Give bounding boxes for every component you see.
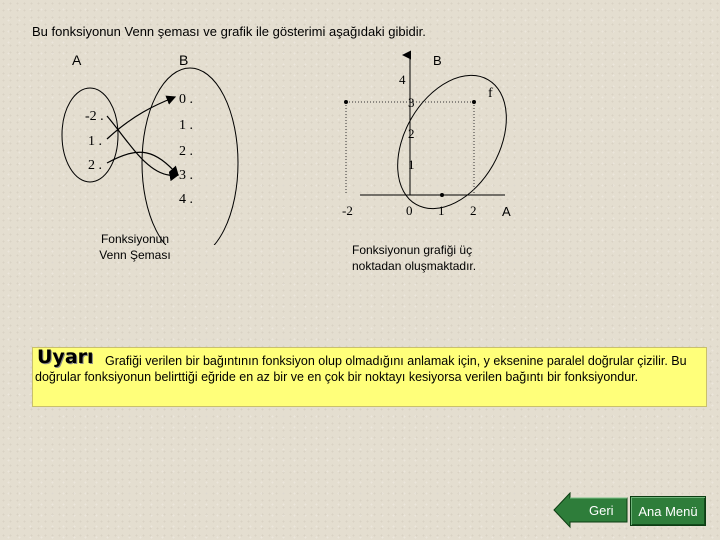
graph-caption-line1: Fonksiyonun grafiği üç <box>352 243 473 257</box>
function-name: f <box>488 86 493 101</box>
x-tick-label: 0 <box>406 203 413 218</box>
back-arrow-icon <box>553 492 628 528</box>
set-a-element: 1 . <box>88 134 102 149</box>
venn-caption <box>80 231 190 263</box>
y-axis-name: B <box>433 53 442 68</box>
set-b-element: 3 . <box>179 168 193 183</box>
home-menu-button[interactable]: Ana Menü <box>630 496 706 526</box>
y-tick-label: 1 <box>408 157 415 172</box>
graph-point <box>440 193 444 197</box>
venn-caption-line2: Venn Şeması <box>99 248 171 262</box>
y-tick-label: 3 <box>408 95 415 110</box>
venn-diagram <box>55 45 255 245</box>
x-axis-name: A <box>502 204 511 219</box>
set-b-element: 1 . <box>179 118 193 133</box>
set-b-element: 2 . <box>179 144 193 159</box>
function-graph <box>330 45 550 225</box>
intro-text: Bu fonksiyonun Venn şeması ve grafik ile gösterimi aşağıdaki gibidir. <box>32 24 426 39</box>
set-a-element: 2 . <box>88 158 102 173</box>
graph-point <box>344 100 348 104</box>
warning-text: Grafiği verilen bir bağıntının fonksiyon olup olmadığını anlamak için, y eksenine paralel doğrular çizilir. Bu doğrular fonksiyonun belirttiği eğride en az bir ve en çok bir noktayı kesiyorsa verilen bağıntı bir fonksiyondur. <box>35 354 687 384</box>
x-tick-label: -2 <box>342 203 353 218</box>
set-b-element: 0 . <box>179 92 193 107</box>
set-a-label: A <box>72 52 82 68</box>
graph-caption <box>352 242 532 274</box>
warning-box <box>32 347 707 407</box>
back-button[interactable] <box>553 492 628 528</box>
graph-caption-line2: noktadan oluşmaktadır. <box>352 259 477 273</box>
set-b-label: B <box>179 52 189 68</box>
y-tick-label: 2 <box>408 126 415 141</box>
x-tick-label: 2 <box>470 203 477 218</box>
mapping-arrow <box>107 97 175 139</box>
set-a-element: -2 . <box>85 109 104 124</box>
venn-caption-line1: Fonksiyonun <box>100 232 170 246</box>
graph-point <box>472 100 476 104</box>
y-tick-label: 4 <box>399 72 406 87</box>
set-b-element: 4 . <box>179 192 193 207</box>
warning-title: Uyarı <box>37 346 94 368</box>
back-button-label: Geri <box>589 503 614 518</box>
x-tick-label: 1 <box>438 203 445 218</box>
